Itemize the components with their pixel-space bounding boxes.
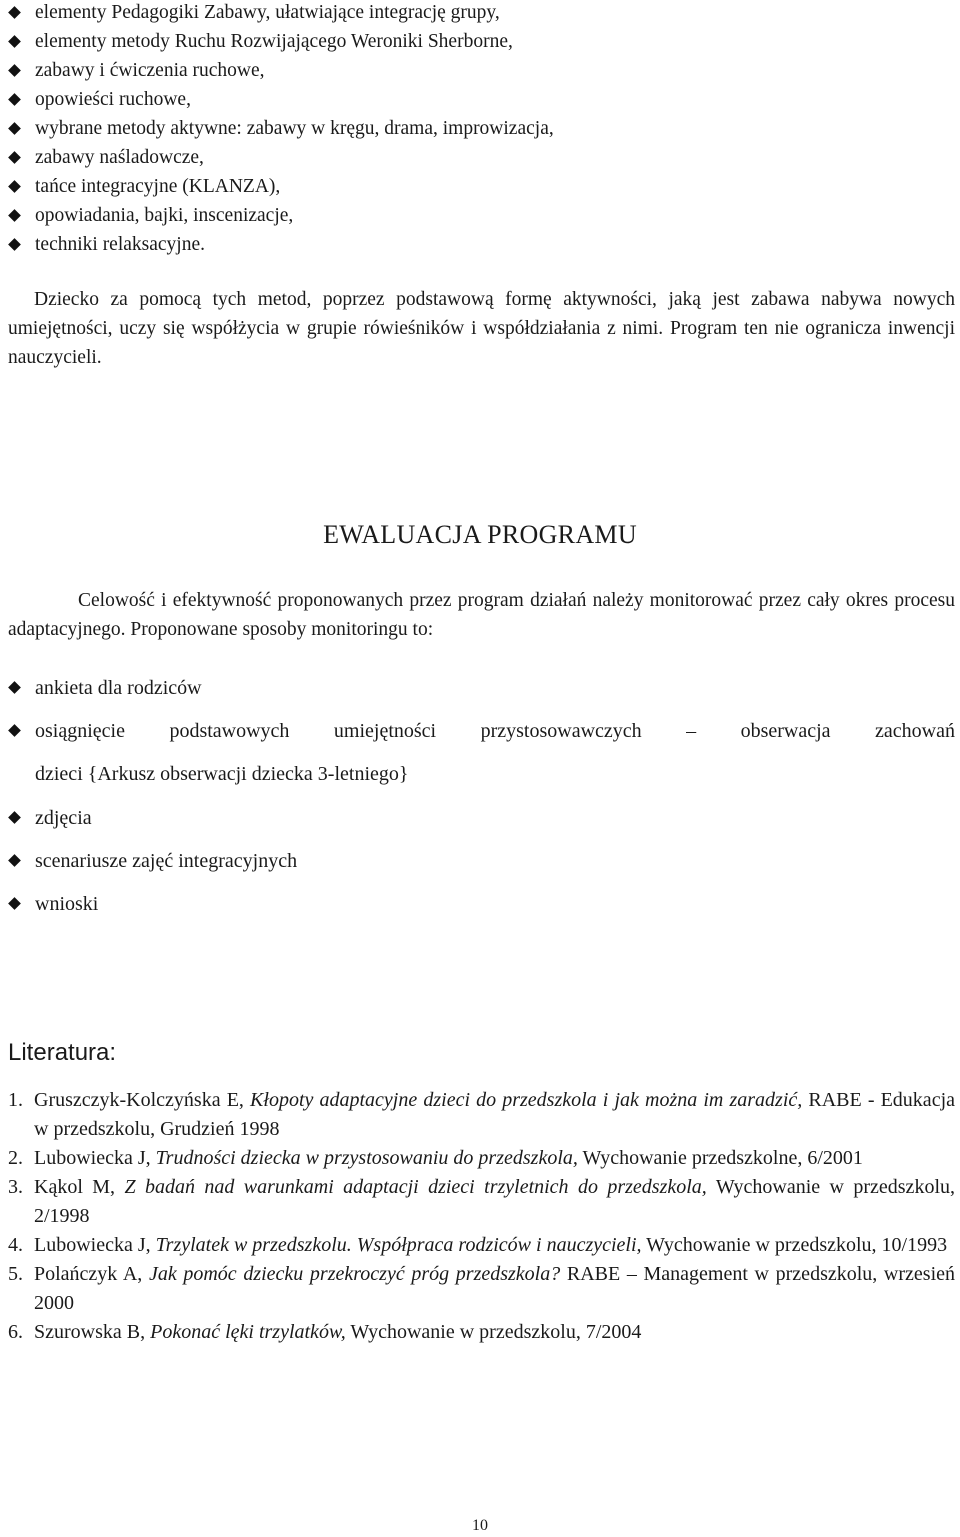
list-item: opowieści ruchowe, xyxy=(8,87,554,116)
reference-number: 3. xyxy=(8,1176,23,1198)
reference-title: Jak pomóc dziecku przekroczyć próg przedszkola? xyxy=(148,1263,561,1285)
list-item: elementy metody Ruchu Rozwijającego Weroniki Sherborne, xyxy=(8,29,554,58)
list-item: opowiadania, bajki, inscenizacje, xyxy=(8,203,554,232)
methods-list xyxy=(8,0,554,261)
diamond-bullet-icon xyxy=(8,209,21,222)
diamond-bullet-icon xyxy=(8,151,21,164)
reference-title: Pokonać lęki trzylatków, xyxy=(150,1321,346,1343)
diamond-bullet-icon xyxy=(8,238,21,251)
diamond-bullet-icon xyxy=(8,6,21,19)
diamond-bullet-icon xyxy=(8,681,21,694)
list-item: wybrane metody aktywne: zabawy w kręgu, drama, improwizacja, xyxy=(8,116,554,145)
reference-number: 2. xyxy=(8,1147,23,1169)
reference-title: Trzylatek w przedszkolu. Współpraca rodziców i nauczycieli, xyxy=(155,1234,642,1256)
reference-item: 1. Gruszczyk-Kolczyńska E, Kłopoty adaptacyjne dzieci do przedszkola i jak można im zaradzić, RABE - Edukacja w przedszkolu, Grudzień 1998 xyxy=(8,1086,955,1144)
reference-list xyxy=(8,1086,955,1347)
list-item: scenariusze zajęć integracyjnych xyxy=(8,847,297,875)
evaluation-paragraph: Celowość i efektywność proponowanych przez program działań należy monitorować przez cały okres procesu adaptacyjnego. Proponowane sposoby monitoringu to: xyxy=(8,590,955,640)
list-item: zdjęcia xyxy=(8,804,92,832)
list-item: zabawy i ćwiczenia ruchowe, xyxy=(8,58,554,87)
diamond-bullet-icon xyxy=(8,811,21,824)
diamond-bullet-icon xyxy=(8,897,21,910)
reference-number: 4. xyxy=(8,1234,23,1256)
diamond-bullet-icon xyxy=(8,64,21,77)
list-item: zabawy naśladowcze, xyxy=(8,145,554,174)
reference-item: 6. Szurowska B, Pokonać lęki trzylatków, Wychowanie w przedszkolu, 7/2004 xyxy=(8,1318,955,1347)
reference-title: Kłopoty adaptacyjne dzieci do przedszkola i jak można im zaradzić, xyxy=(250,1089,803,1111)
list-item: osiągnięcie podstawowych umiejętności przystosowawczych – obserwacja zachowań xyxy=(8,717,955,745)
list-item: ankieta dla rodziców xyxy=(8,674,202,702)
reference-title: Trudności dziecka w przystosowaniu do przedszkola, xyxy=(155,1147,578,1169)
reference-number: 1. xyxy=(8,1089,23,1111)
diamond-bullet-icon xyxy=(8,854,21,867)
list-item: tańce integracyjne (KLANZA), xyxy=(8,174,554,203)
intro-paragraph: Dziecko za pomocą tych metod, poprzez podstawową formę aktywności, jaką jest zabawa nabywa nowych umiejętności, uczy się współżycia w grupie rówieśników i współdziałania z nimi. Program ten nie ogranicza inwencji nauczycieli. xyxy=(8,289,955,368)
list-item: wnioski xyxy=(8,890,98,918)
list-item: elementy Pedagogiki Zabawy, ułatwiające integrację grupy, xyxy=(8,0,554,29)
diamond-bullet-icon xyxy=(8,93,21,106)
section-heading: EWALUACJA PROGRAMU xyxy=(323,520,637,549)
diamond-bullet-icon xyxy=(8,724,21,737)
literature-title: Literatura: xyxy=(8,1039,117,1066)
reference-number: 6. xyxy=(8,1321,23,1343)
reference-item: 5. Polańczyk A, Jak pomóc dziecku przekroczyć próg przedszkola? RABE – Management w przedszkolu, wrzesień 2000 xyxy=(8,1260,955,1318)
page-number: 10 xyxy=(472,1517,488,1534)
list-item: techniki relaksacyjne. xyxy=(8,232,554,261)
diamond-bullet-icon xyxy=(8,180,21,193)
reference-item: 3. Kąkol M, Z badań nad warunkami adaptacji dzieci trzyletnich do przedszkola, Wychowanie w przedszkolu, 2/1998 xyxy=(8,1173,955,1231)
reference-number: 5. xyxy=(8,1263,23,1285)
reference-title: Z badań nad warunkami adaptacji dzieci trzyletnich do przedszkola, xyxy=(124,1176,707,1198)
list-item-continuation: dzieci {Arkusz obserwacji dziecka 3-letniego} xyxy=(35,763,409,785)
reference-item: 2. Lubowiecka J, Trudności dziecka w przystosowaniu do przedszkola, Wychowanie przedszkolne, 6/2001 xyxy=(8,1144,955,1173)
reference-item: 4. Lubowiecka J, Trzylatek w przedszkolu. Współpraca rodziców i nauczycieli, Wychowanie w przedszkolu, 10/1993 xyxy=(8,1231,955,1260)
diamond-bullet-icon xyxy=(8,122,21,135)
diamond-bullet-icon xyxy=(8,35,21,48)
